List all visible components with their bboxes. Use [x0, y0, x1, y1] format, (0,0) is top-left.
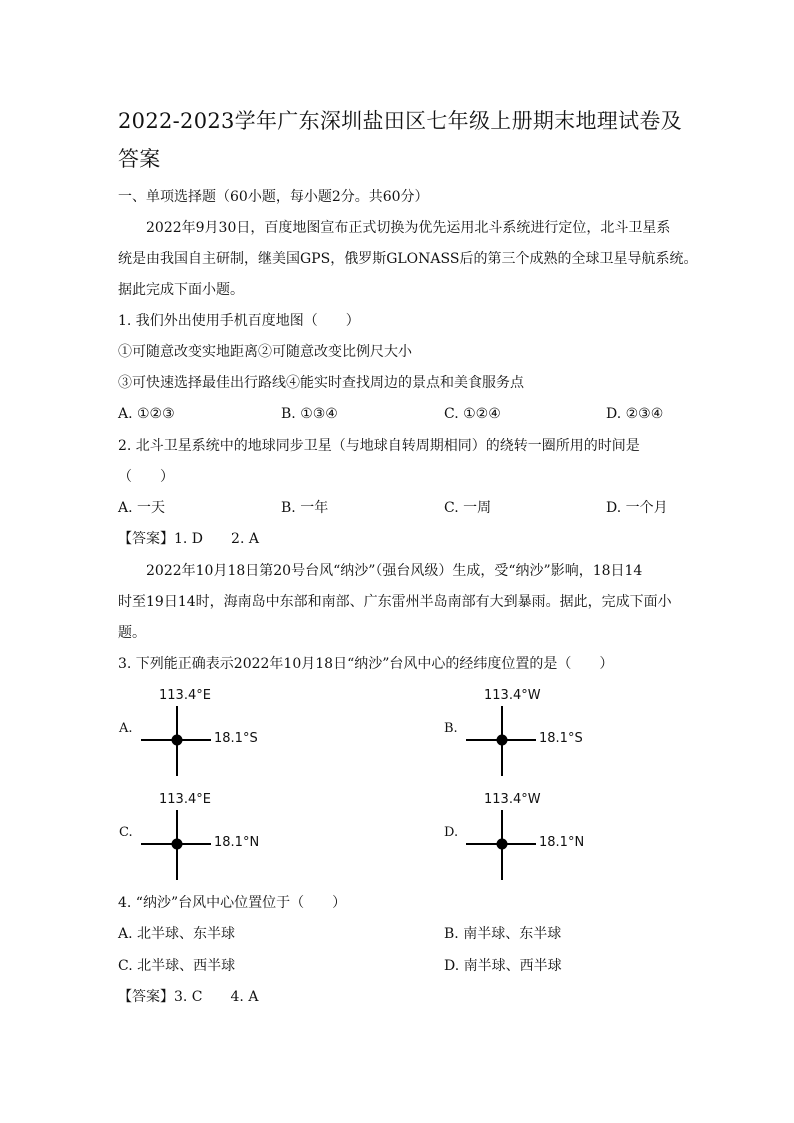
- coordinate-diagram-a[interactable]: [119, 688, 319, 780]
- question-1-option-b[interactable]: B. ①③④: [281, 406, 338, 422]
- passage2-line2: 时至19日14时，海南岛中东部和南部、广东雷州半岛南部有大到暴雨。据此，完成下面小: [118, 594, 672, 610]
- answer-1-2: 【答案】1. D 2. A: [118, 531, 259, 547]
- question-3-stem: 3. 下列能正确表示2022年10月18日“纳沙”台风中心的经纬度位置的是（ ）: [118, 656, 614, 672]
- question-2-paren: （ ）: [118, 469, 174, 485]
- diagram-d-latitude: 18.1°N: [539, 835, 585, 850]
- coordinate-diagram-d[interactable]: [444, 792, 644, 884]
- diagram-a-latitude: 18.1°S: [214, 731, 258, 746]
- question-4-stem: 4. “纳沙”台风中心位置位于（ ）: [118, 895, 347, 911]
- diagram-c-longitude: 113.4°E: [159, 792, 211, 807]
- question-2-option-c[interactable]: C. 一周: [444, 500, 492, 516]
- coordinate-diagram-b[interactable]: [444, 688, 644, 780]
- diagram-a-letter: A.: [119, 721, 133, 736]
- question-1-option-c[interactable]: C. ①②④: [444, 406, 501, 422]
- passage2-line3: 题。: [118, 625, 146, 641]
- diagram-c-letter: C.: [119, 825, 133, 840]
- crosshair-icon: [141, 808, 216, 880]
- question-1-stem: 1. 我们外出使用手机百度地图（ ）: [118, 313, 360, 329]
- question-2-option-b[interactable]: B. 一年: [281, 500, 329, 516]
- question-2-option-a[interactable]: A. 一天: [118, 500, 166, 516]
- question-2-option-d[interactable]: D. 一个月: [606, 500, 668, 516]
- page-title: 2022-2023学年广东深圳盐田区七年级上册期末地理试卷及答案: [118, 109, 682, 171]
- question-1-option-d[interactable]: D. ②③④: [606, 406, 664, 422]
- question-1-statement-2: ③可快速选择最佳出行路线④能实时查找周边的景点和美食服务点: [118, 375, 524, 391]
- question-4-option-d[interactable]: D. 南半球、西半球: [444, 958, 562, 974]
- crosshair-icon: [466, 704, 541, 776]
- question-4-option-a[interactable]: A. 北半球、东半球: [118, 926, 236, 942]
- diagram-b-longitude: 113.4°W: [484, 688, 541, 703]
- crosshair-icon: [141, 704, 216, 776]
- diagram-d-letter: D.: [444, 825, 459, 840]
- question-1-statement-1: ①可随意改变实地距离②可随意改变比例尺大小: [118, 344, 412, 360]
- coordinate-diagram-c[interactable]: [119, 792, 319, 884]
- diagram-a-longitude: 113.4°E: [159, 688, 211, 703]
- question-4-option-b[interactable]: B. 南半球、东半球: [444, 926, 562, 942]
- crosshair-icon: [466, 808, 541, 880]
- passage1-line2: 统是由我国自主研制，继美国GPS，俄罗斯GLONASS后的第三个成熟的全球卫星导航系统。: [118, 251, 698, 267]
- diagram-b-latitude: 18.1°S: [539, 731, 583, 746]
- diagram-d-longitude: 113.4°W: [484, 792, 541, 807]
- question-1-option-a[interactable]: A. ①②③: [118, 406, 175, 422]
- diagram-c-latitude: 18.1°N: [214, 835, 260, 850]
- diagram-b-letter: B.: [444, 721, 458, 736]
- passage1-line1: 2022年9月30日，百度地图宣布正式切换为优先运用北斗系统进行定位，北斗卫星系: [146, 220, 671, 236]
- question-4-option-c[interactable]: C. 北半球、西半球: [118, 958, 236, 974]
- passage1-line3: 据此完成下面小题。: [118, 282, 244, 298]
- answer-3-4: 【答案】3. C 4. A: [118, 989, 259, 1005]
- section-heading: 一、单项选择题（60小题，每小题2分。共60分）: [118, 189, 429, 205]
- question-2-stem: 2. 北斗卫星系统中的地球同步卫星（与地球自转周期相同）的绕转一圈所用的时间是: [118, 438, 640, 454]
- passage2-line1: 2022年10月18日第20号台风“纳沙”（强台风级）生成，受“纳沙”影响，18日14: [146, 563, 643, 579]
